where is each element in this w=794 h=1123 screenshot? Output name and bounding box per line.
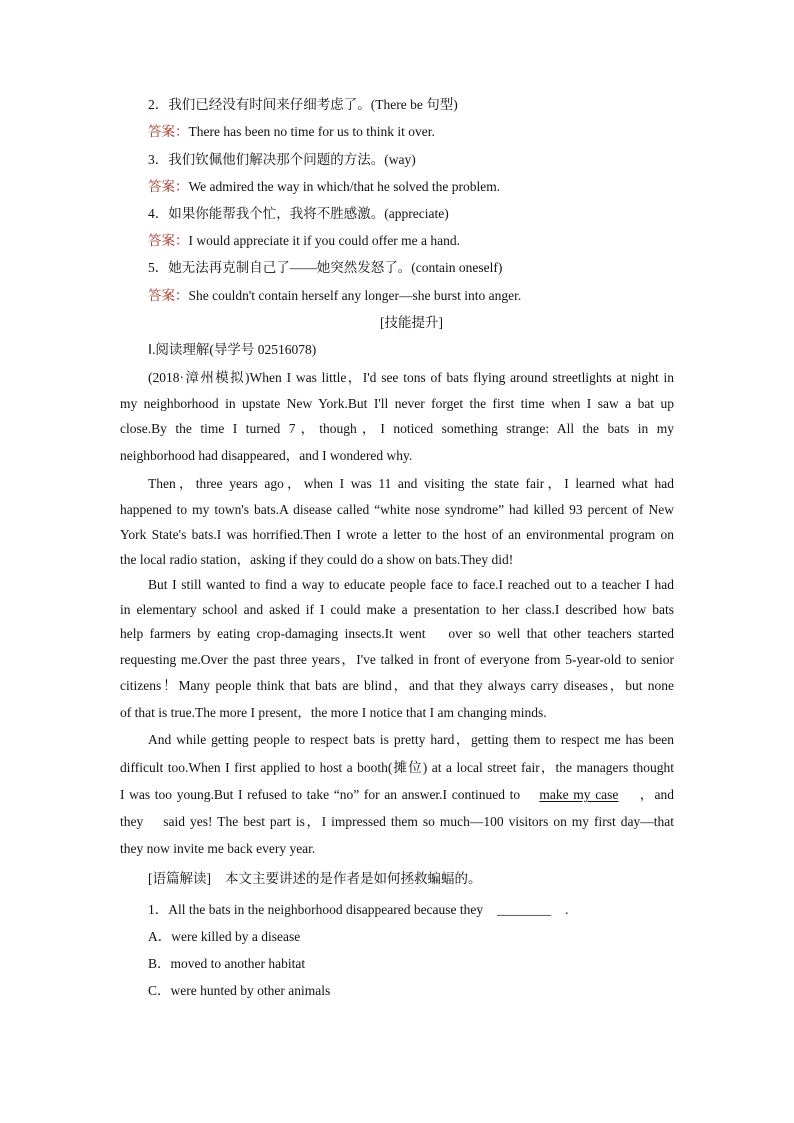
reading-heading: Ⅰ.阅读理解(导学号 02516078): [148, 342, 317, 357]
answer-line: [148, 231, 460, 251]
summary-text: 本文主要讲述的是作者是如何拯救蝙蝠的。: [225, 871, 482, 886]
option-letter: A．: [148, 929, 172, 944]
answer-line: [148, 122, 435, 142]
passage-line: of that is true.The more I present，the more I notice that I am changing minds.: [120, 705, 547, 720]
passage-line: Then，three years ago，when I was 11 and visiting the state fair，I learned what had: [148, 476, 674, 491]
translation-prompt: [148, 204, 449, 224]
answer-text: We admired the way in which/that he solved the problem.: [188, 179, 501, 194]
answer-text: She couldn't contain herself any longer—she burst into anger.: [188, 288, 522, 303]
underlined-phrase: make my case: [539, 787, 619, 802]
passage-line: neighborhood had disappeared，and I wondered why.: [120, 448, 413, 463]
translation-prompt: [148, 258, 502, 278]
prompt-text: 如果你能帮我个忙，我将不胜感激。: [168, 206, 385, 221]
section-heading: [技能提升]: [380, 315, 443, 330]
line-segment: I was too young.But I refused to take “no” for an answer.I continued to: [120, 787, 521, 802]
answer-text: There has been no time for us to think it over.: [188, 124, 435, 139]
prompt-hint: (appreciate): [384, 206, 449, 221]
line-segment: help farmers by eating crop-damaging insects.It went: [120, 626, 426, 641]
line-segment: they: [120, 814, 144, 829]
passage-line: happened to my town's bats.A disease called “white nose syndrome” had killed 93 percent of New: [120, 502, 674, 517]
line-segment: over so well that other teachers started: [448, 626, 675, 641]
answer-label: 答案：: [148, 233, 189, 248]
passage-line: close.By the time I turned 7，though，I noticed something strange: All the bats in my: [120, 421, 674, 436]
option-text: were hunted by other animals: [170, 983, 331, 998]
question-blank: ________: [497, 902, 552, 917]
option-text: moved to another habitat: [170, 956, 306, 971]
passage-line: (2018·漳州模拟)When I was little，I'd see tons of bats flying around streetlights at night in: [148, 370, 674, 385]
question-end: .: [565, 902, 569, 917]
prompt-hint: (contain oneself): [411, 260, 503, 275]
passage-line: citizens！Many people think that bats are blind，and that they always carry diseases，but none: [120, 678, 674, 693]
item-number: 5．: [148, 260, 169, 275]
option-c: [148, 981, 330, 1001]
passage-line: [120, 624, 674, 644]
answer-label: 答案：: [148, 124, 189, 139]
option-b: [148, 954, 305, 974]
item-number: 4．: [148, 206, 169, 221]
question-number: 1．: [148, 902, 169, 917]
passage-line: requesting me.Over the past three years，I've talked in front of everyone from 5-year-old to senior: [120, 652, 674, 667]
question-stem: [148, 900, 569, 920]
translation-prompt: [148, 95, 458, 115]
prompt-text: 我们钦佩他们解决那个问题的方法。: [168, 152, 385, 167]
passage-line: And while getting people to respect bats is pretty hard，getting them to respect me has been: [148, 732, 674, 747]
passage-line: [120, 785, 674, 805]
answer-label: 答案：: [148, 179, 189, 194]
option-a: [148, 927, 300, 947]
passage-line: difficult too.When I first applied to host a booth(摊位) at a local street fair，the managers thought: [120, 760, 674, 775]
option-letter: C．: [148, 983, 171, 998]
prompt-text: 她无法再克制自己了——她突然发怒了。: [168, 260, 412, 275]
passage-line: my neighborhood in upstate New York.But I'll never forget the first time when I saw a bat up: [120, 396, 674, 411]
answer-line: [148, 177, 500, 197]
passage-summary: [148, 869, 482, 889]
answer-text: I would appreciate it if you could offer me a hand.: [188, 233, 461, 248]
answer-line: [148, 286, 521, 306]
answer-label: 答案：: [148, 288, 189, 303]
prompt-text: 我们已经没有时间来仔细考虑了。: [168, 97, 371, 112]
translation-prompt: [148, 150, 416, 170]
passage-line: in elementary school and asked if I could make a presentation to her class.I described how bats: [120, 602, 674, 617]
passage-line: But I still wanted to find a way to educate people face to face.I reached out to a teacher I had: [148, 577, 674, 592]
passage-line: they now invite me back every year.: [120, 841, 316, 856]
passage-line: the local radio station，asking if they could do a show on bats.They did!: [120, 552, 514, 567]
prompt-hint: (way): [384, 152, 416, 167]
line-segment: ，and: [639, 787, 675, 802]
item-number: 2．: [148, 97, 169, 112]
passage-line: York State's bats.I was horrified.Then I wrote a letter to the host of an environmental program on: [120, 527, 674, 542]
question-text: All the bats in the neighborhood disappeared because they: [168, 902, 484, 917]
line-segment: said yes! The best part is，I impressed them so much—100 visitors on my first day—that: [163, 814, 675, 829]
prompt-hint: (There be 句型): [370, 97, 458, 112]
option-text: were killed by a disease: [171, 929, 301, 944]
summary-label: [语篇解读]: [148, 871, 211, 886]
passage-line: [120, 812, 674, 832]
item-number: 3．: [148, 152, 169, 167]
option-letter: B．: [148, 956, 171, 971]
